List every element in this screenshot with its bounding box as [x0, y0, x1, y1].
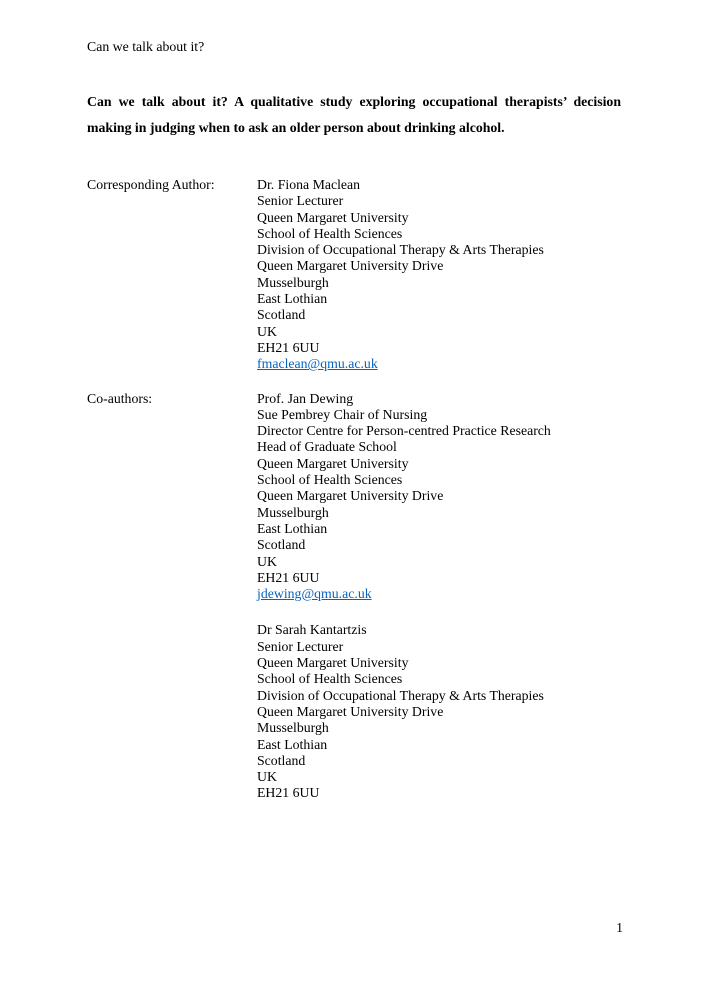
- co-authors-section: [87, 391, 621, 802]
- address-line: Queen Margaret University: [257, 209, 409, 225]
- address-line: EH21 6UU: [257, 785, 320, 801]
- address-line: Queen Margaret University: [257, 655, 409, 671]
- address-line: School of Health Sciences: [257, 671, 403, 687]
- co-author-2-block: [257, 622, 621, 801]
- corresponding-author-label: Corresponding Author:: [87, 177, 215, 192]
- address-line: Musselburgh: [257, 720, 329, 736]
- paper-title-line-2: making in judging when to ask an older person about drinking alcohol.: [87, 120, 505, 135]
- address-line: Sue Pembrey Chair of Nursing: [257, 406, 428, 422]
- address-line: Director Centre for Person-centred Practice Research: [257, 423, 551, 439]
- address-line: Scotland: [257, 307, 306, 323]
- co-authors-details: [257, 391, 621, 802]
- page-number: 1: [616, 920, 623, 935]
- co-author-1-block: [257, 391, 621, 603]
- address-line: Queen Margaret University: [257, 455, 409, 471]
- paper-title: [87, 89, 621, 141]
- address-line: EH21 6UU: [257, 339, 320, 355]
- address-line: EH21 6UU: [257, 569, 320, 585]
- email-link-fmaclean[interactable]: fmaclean@qmu.ac.uk: [257, 356, 378, 372]
- address-line: Division of Occupational Therapy & Arts Therapies: [257, 687, 544, 703]
- address-line: East Lothian: [257, 520, 328, 536]
- address-line: UK: [257, 769, 277, 785]
- address-line: Musselburgh: [257, 274, 329, 290]
- block-spacer: [257, 602, 621, 622]
- address-line: Senior Lecturer: [257, 193, 344, 209]
- address-line: Division of Occupational Therapy & Arts Therapies: [257, 242, 544, 258]
- address-line: Dr Sarah Kantartzis: [257, 622, 367, 638]
- address-line: Prof. Jan Dewing: [257, 390, 354, 406]
- corresponding-author-section: [87, 177, 621, 373]
- address-line: School of Health Sciences: [257, 472, 403, 488]
- address-line: UK: [257, 553, 277, 569]
- address-line: Queen Margaret University Drive: [257, 703, 444, 719]
- address-line: East Lothian: [257, 291, 328, 307]
- running-head: Can we talk about it?: [87, 39, 205, 54]
- co-authors-label: Co-authors:: [87, 390, 153, 406]
- address-line: Head of Graduate School: [257, 439, 397, 455]
- co-author-2-address: [257, 622, 621, 801]
- address-line: UK: [257, 323, 277, 339]
- address-line: East Lothian: [257, 736, 328, 752]
- paper-title-line-1: Can we talk about it? A qualitative study exploring occupational therapists’ decision: [87, 94, 621, 109]
- corresponding-author-address: [257, 177, 621, 356]
- address-line: Queen Margaret University Drive: [257, 258, 444, 274]
- address-line: Scotland: [257, 752, 306, 768]
- email-link-jdewing[interactable]: jdewing@qmu.ac.uk: [257, 586, 372, 602]
- address-line: Musselburgh: [257, 504, 329, 520]
- address-line: School of Health Sciences: [257, 225, 403, 241]
- address-line: Scotland: [257, 537, 306, 553]
- co-author-1-address: [257, 391, 621, 587]
- address-line: Senior Lecturer: [257, 638, 344, 654]
- corresponding-author-details: [257, 177, 621, 373]
- address-line: Queen Margaret University Drive: [257, 488, 444, 504]
- address-line: Dr. Fiona Maclean: [257, 177, 361, 192]
